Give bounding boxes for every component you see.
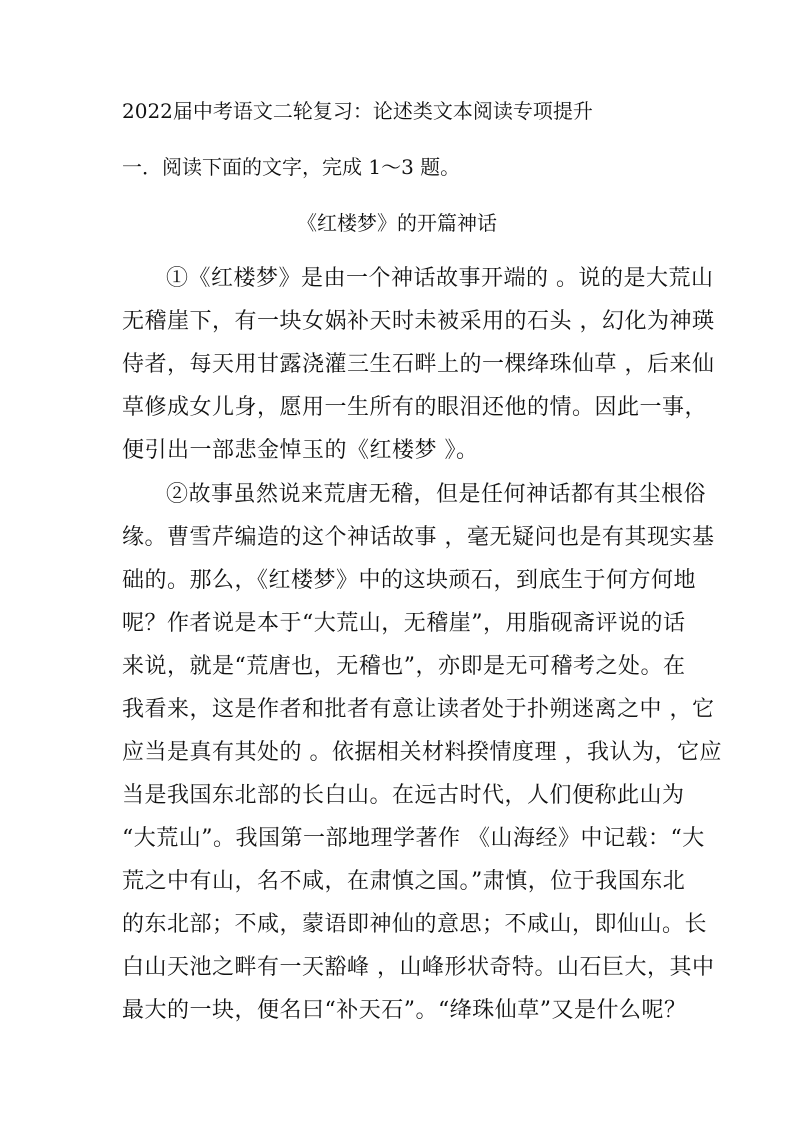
paragraph-line: 应当是真有其处的 。依据相关材料揆情度理 ，我认为，它应	[122, 740, 722, 765]
paragraph-line: 便引出一部悲金悼玉的《红楼梦 》。	[122, 438, 479, 463]
paragraph-line: 侍者，每天用甘露浇灌三生石畔上的一棵绛珠仙草 ，后来仙	[122, 352, 715, 377]
paragraph-line: 缘。曹雪芹编造的这个神话故事 ，毫无疑问也是有其现实基	[122, 525, 715, 550]
paragraph-line: 础的。那么，《红楼梦》中的这块顽石，到底生于何方何地	[122, 568, 697, 593]
paragraph-line: ②故事虽然说来荒唐无稽，但是任何神话都有其尘根俗	[166, 482, 707, 507]
paragraph-line: 荒之中有山，名不咸，在肃慎之国。”肃慎，位于我国东北	[122, 869, 686, 894]
paragraph-2	[122, 473, 722, 1032]
paragraph-line: 我看来，这是作者和批者有意让读者处于扑朔迷离之中 ，它	[122, 697, 715, 722]
paragraph-line: “大荒山”。我国第一部地理学著作 《山海经》中记载：“大	[122, 826, 705, 851]
paragraph-line: 呢？作者说是本于“大荒山，无稽崖”，用脂砚斋评说的话	[122, 611, 686, 636]
paragraph-line: 的东北部；不咸，蒙语即神仙的意思；不咸山，即仙山。长	[122, 912, 708, 937]
paragraph-line: 无稽崖下，有一块女娲补天时未被采用的石头 ，幻化为神瑛	[122, 309, 715, 334]
question-heading: 一．阅读下面的文字，完成 1～3 题。	[122, 155, 461, 179]
document-title: 2022届中考语文二轮复习：论述类文本阅读专项提升	[122, 99, 593, 123]
paragraph-line: 当是我国东北部的长白山。在远古时代，人们便称此山为	[122, 783, 685, 808]
paragraph-1	[122, 257, 715, 472]
paragraph-line: ①《红楼梦》是由一个神话故事开端的 。说的是大荒山	[166, 266, 714, 291]
paragraph-line: 草修成女儿身，愿用一生所有的眼泪还他的情。因此一事，	[122, 395, 708, 420]
paragraph-line: 白山天池之畔有一天豁峰 ，山峰形状奇特。山石巨大，其中	[122, 955, 715, 980]
article-title: 《红楼梦》的开篇神话	[297, 211, 497, 235]
paragraph-line: 来说，就是“荒唐也，无稽也”，亦即是无可稽考之处。在	[122, 654, 686, 679]
paragraph-line: 最大的一块，便名曰“补天石”。“绛珠仙草”又是什么呢？	[122, 998, 687, 1023]
